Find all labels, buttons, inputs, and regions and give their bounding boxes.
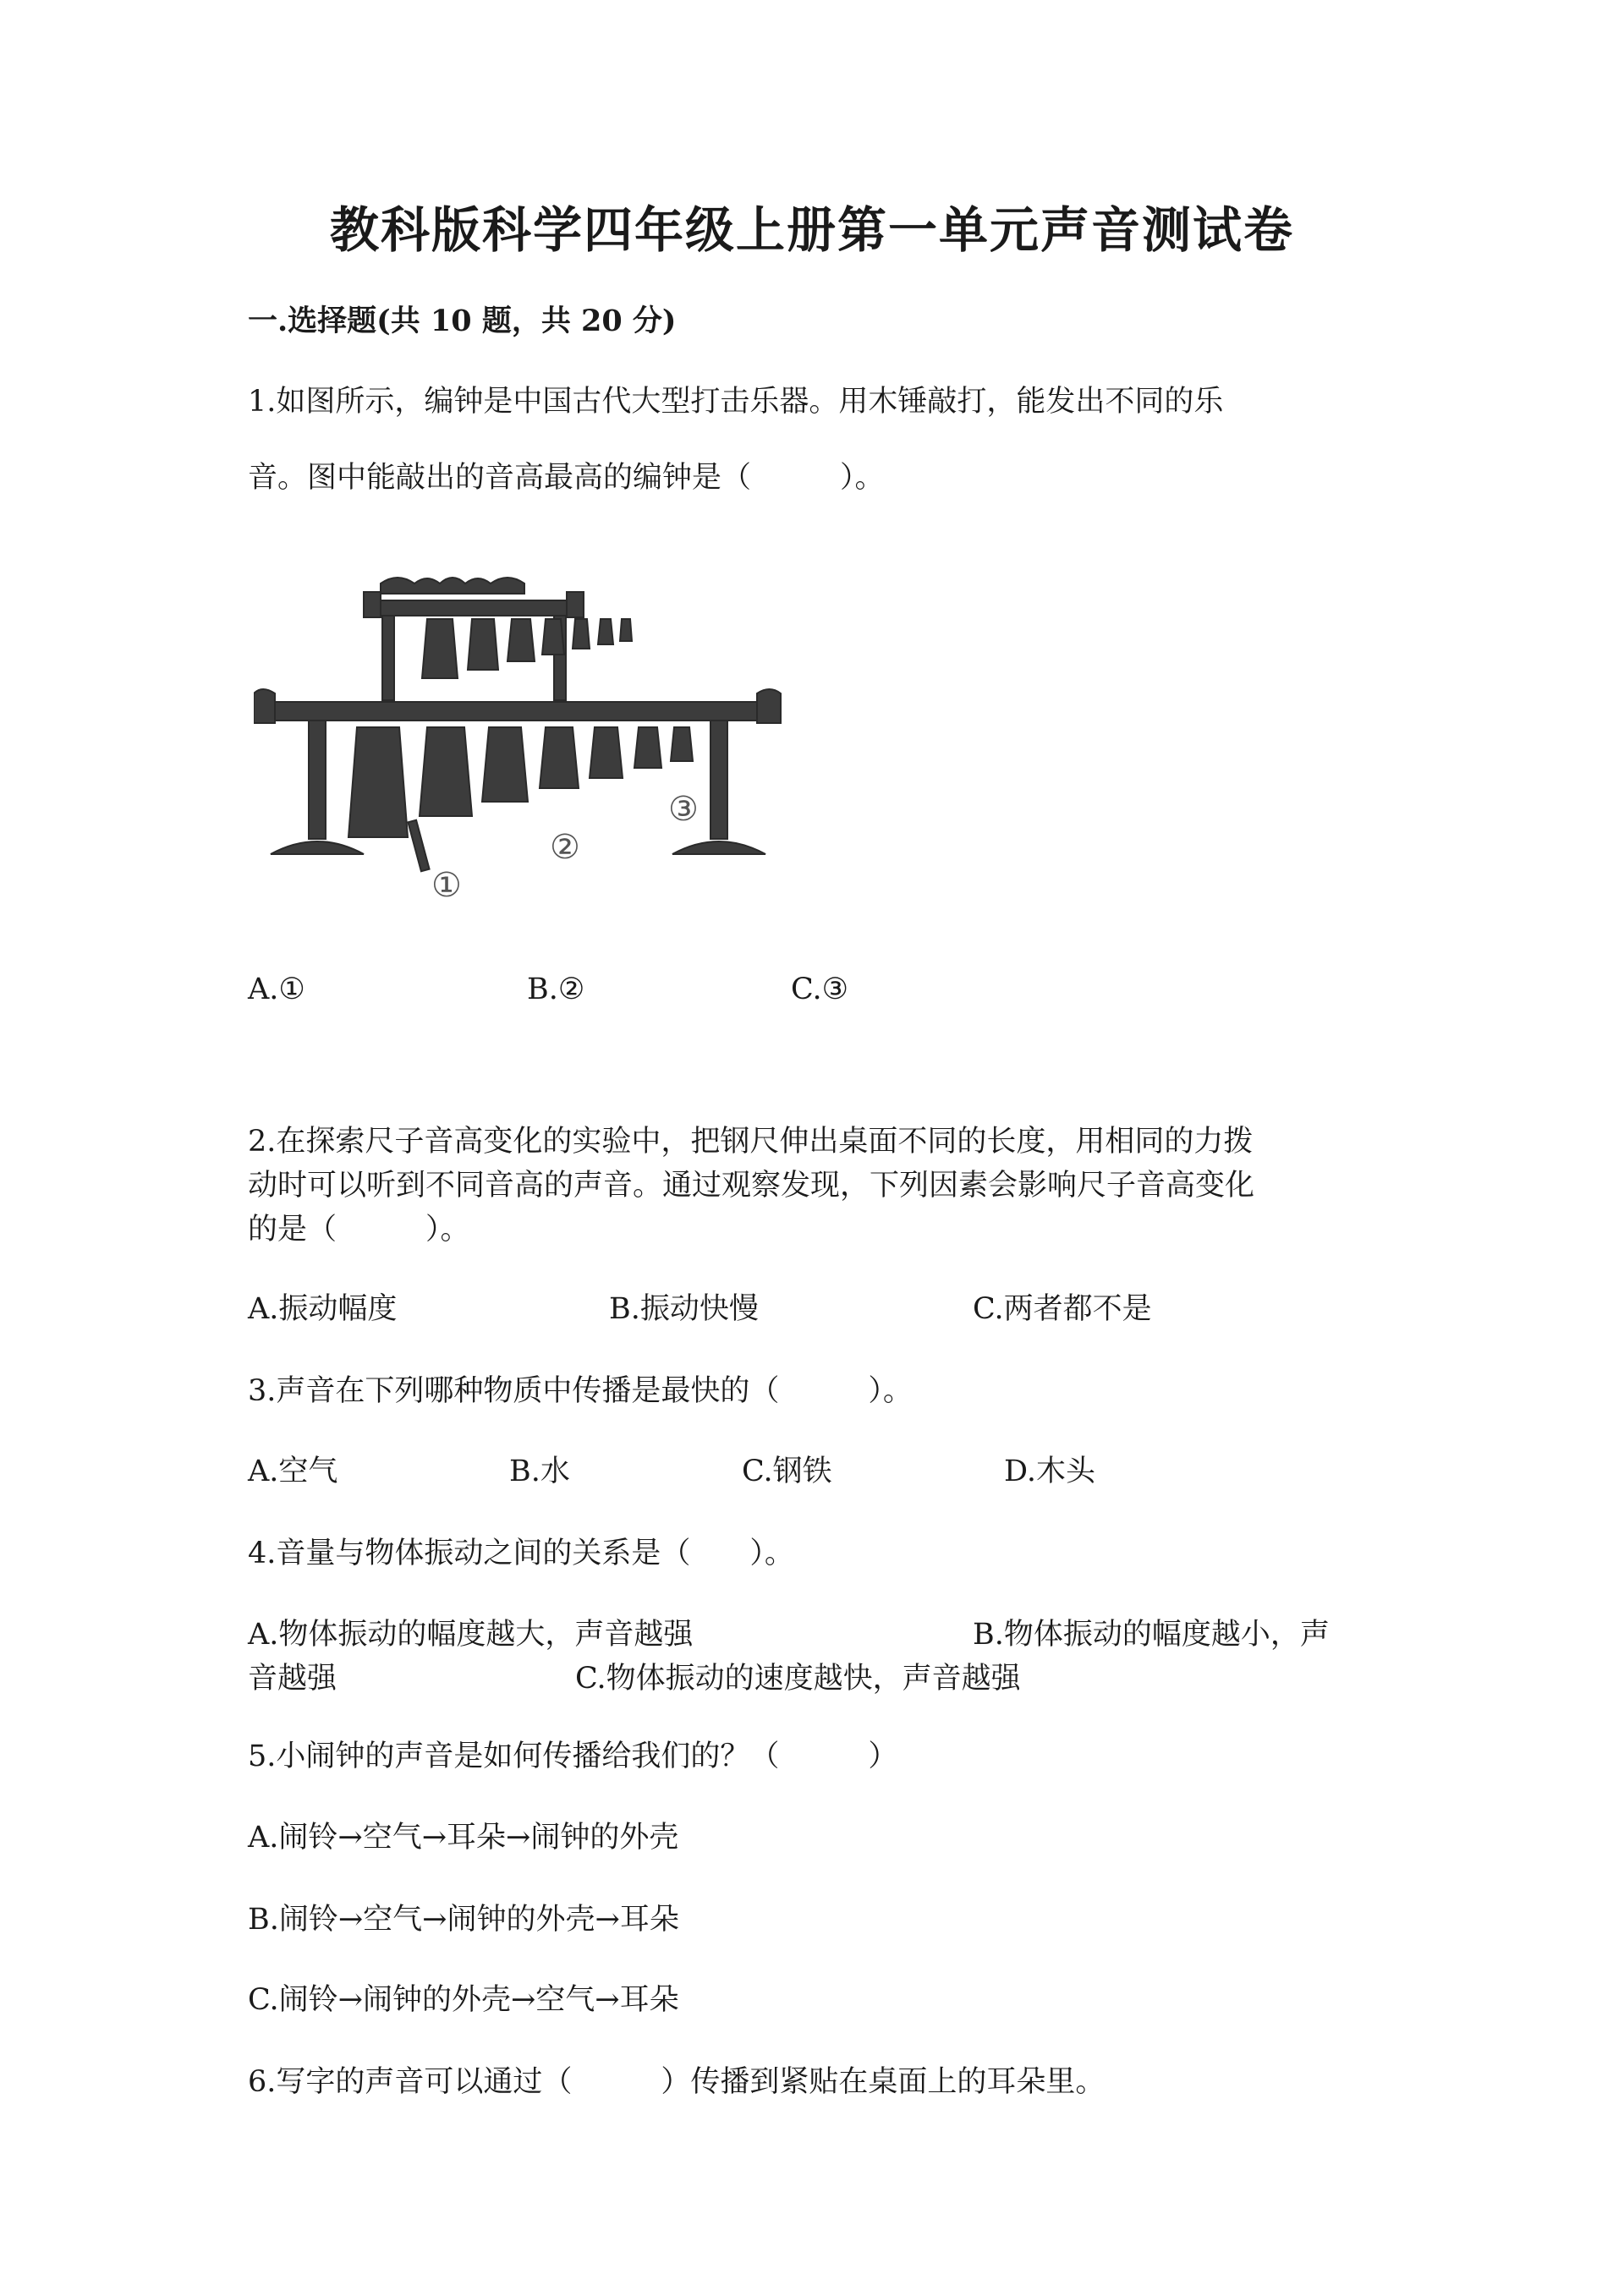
question-3-option-c: C.钢铁 — [742, 1455, 832, 1488]
question-5-option-a: A.闹铃→空气→耳朵→闹钟的外壳 — [248, 1821, 679, 1855]
question-5-option-b: B.闹铃→空气→闹钟的外壳→耳朵 — [248, 1903, 679, 1937]
question-1-option-a: A.① — [248, 973, 305, 1006]
question-3-option-b: B.水 — [509, 1455, 570, 1488]
question-4-option-a: A.物体振动的幅度越大，声音越强 — [248, 1618, 694, 1652]
question-2-option-b: B.振动快慢 — [609, 1292, 759, 1326]
question-2-option-a: A.振动幅度 — [248, 1292, 398, 1326]
bell-label-3: ③ — [668, 790, 699, 829]
question-3-line-1: 3.声音在下列哪种物质中传播是最快的（ ）。 — [248, 1374, 913, 1408]
question-2-line-3: 的是（ ）。 — [248, 1213, 470, 1247]
question-6-line-1: 6.写字的声音可以通过（ ）传播到紧贴在桌面上的耳朵里。 — [248, 2065, 1106, 2099]
question-5-option-c: C.闹铃→闹钟的外壳→空气→耳朵 — [248, 1983, 679, 2017]
bianzhong-figure — [254, 567, 804, 905]
page-title: 教科版科学四年级上册第一单元声音测试卷 — [329, 201, 1294, 259]
question-2-option-c: C.两者都不是 — [973, 1292, 1152, 1326]
question-1-option-b: B.② — [527, 973, 585, 1006]
question-4-option-b-continued: 音越强 — [248, 1662, 337, 1696]
question-2-line-1: 2.在探索尺子音高变化的实验中，把钢尺伸出桌面不同的长度，用相同的力拨 — [248, 1125, 1254, 1159]
question-1-line-1: 1.如图所示，编钟是中国古代大型打击乐器。用木锤敲打，能发出不同的乐 — [248, 385, 1224, 419]
question-2-line-2: 动时可以听到不同音高的声音。通过观察发现，下列因素会影响尺子音高变化 — [248, 1169, 1255, 1203]
question-5-line-1: 5.小闹钟的声音是如何传播给我们的？（ ） — [248, 1740, 898, 1773]
question-1-line-2: 音。图中能敲出的音高最高的编钟是（ ）。 — [248, 461, 885, 495]
bell-label-2: ② — [550, 828, 580, 867]
bianzhong-bell-set-illustration — [254, 567, 804, 905]
question-1-option-c: C.③ — [791, 973, 849, 1006]
section-heading: 一.选择题(共 10 题，共 20 分) — [248, 304, 677, 338]
question-4-line-1: 4.音量与物体振动之间的关系是（ ）。 — [248, 1537, 794, 1570]
question-3-option-a: A.空气 — [248, 1455, 338, 1488]
question-3-option-d: D.木头 — [1004, 1455, 1095, 1488]
question-4-option-b: B.物体振动的幅度越小，声 — [973, 1618, 1330, 1652]
question-4-option-c: C.物体振动的速度越快，声音越强 — [575, 1662, 1021, 1696]
bell-label-1: ① — [431, 866, 462, 905]
